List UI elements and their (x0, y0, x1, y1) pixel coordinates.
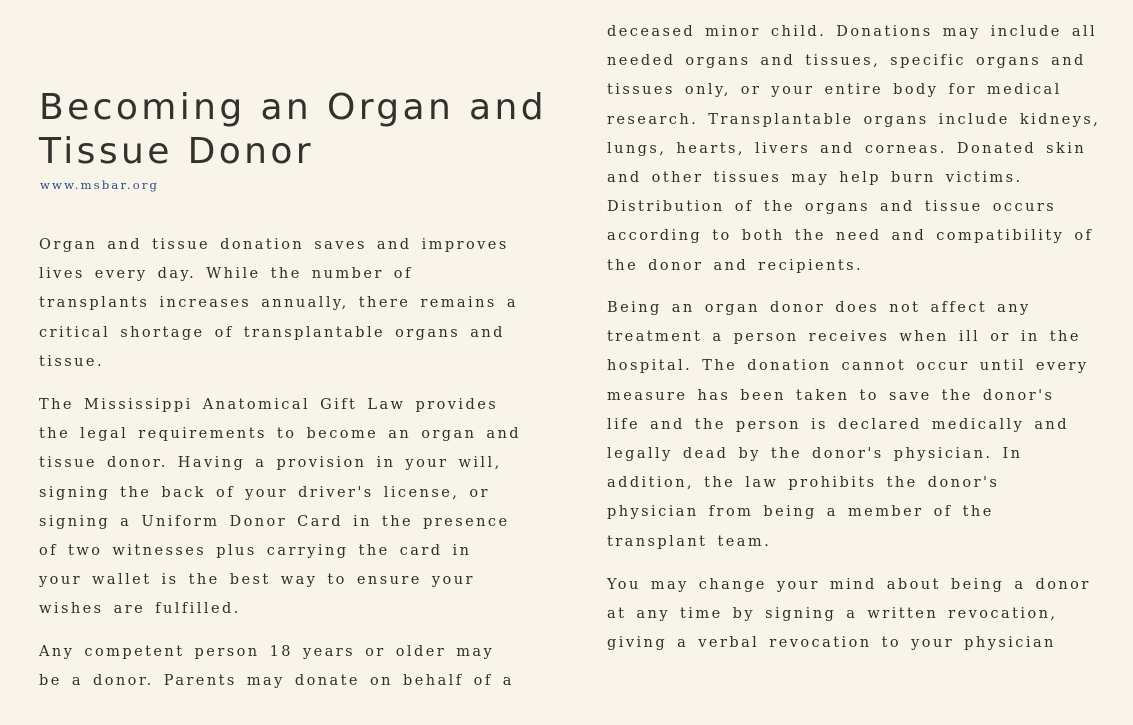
paragraph-gift-law (39, 391, 521, 625)
text-line: The Mississippi Anatomical Gift Law provides (39, 397, 499, 413)
text-line: be a donor. Parents may donate on behalf of a (39, 673, 514, 690)
website-link[interactable]: www.msbar.org (40, 178, 160, 192)
text-line: hospital. The donation cannot occur until every (607, 358, 1089, 375)
text-line: according to both the need and compatibility of (607, 228, 1094, 245)
text-line: physician from being a member of the (607, 504, 994, 521)
title-line-1: Becoming an Organ and (39, 87, 547, 128)
text-line: measure has been taken to save the donor's (607, 387, 1055, 404)
text-line: transplant team. (607, 533, 772, 550)
text-line: Distribution of the organs and tissue occurs (607, 199, 1057, 216)
text-line: the legal requirements to become an organ and (39, 426, 522, 443)
text-line: lungs, hearts, livers and corneas. Donated skin (607, 140, 1087, 157)
text-line: wishes are fulfilled. (39, 601, 241, 618)
page-title (39, 86, 547, 174)
text-line: transplants increases annually, there remains a (39, 295, 518, 312)
text-line: Organ and tissue donation saves and improves (39, 237, 509, 253)
text-line: Any competent person 18 years or older may (39, 644, 495, 660)
text-line: signing the back of your driver's license, or (39, 484, 490, 501)
text-line: needed organs and tissues, specific organs and (607, 53, 1086, 70)
paragraph-donation-intro (39, 231, 518, 377)
text-line: signing a Uniform Donor Card in the presence (39, 513, 510, 530)
text-line: of two witnesses plus carrying the card in (39, 542, 472, 559)
paragraph-eligibility (39, 638, 514, 696)
title-line-2: Tissue Donor (39, 131, 314, 172)
text-line: critical shortage of transplantable organs and (39, 324, 505, 341)
text-line: deceased minor child. Donations may include all (607, 24, 1098, 40)
text-line: your wallet is the best way to ensure your (39, 572, 475, 589)
text-line: the donor and recipients. (607, 257, 864, 274)
paragraph-donation-types (607, 18, 1100, 281)
text-line: tissue donor. Having a provision in your will, (39, 455, 502, 472)
text-line: tissue. (39, 353, 105, 370)
text-line: legally dead by the donor's physician. In (607, 445, 1023, 462)
text-line: You may change your mind about being a donor (607, 577, 1091, 593)
paragraph-revocation (607, 571, 1091, 659)
text-line: at any time by signing a written revocation, (607, 606, 1058, 623)
text-line: life and the person is declared medically and (607, 416, 1069, 433)
text-line: and other tissues may help burn victims. (607, 169, 1023, 186)
text-line: Being an organ donor does not affect any (607, 300, 1031, 316)
text-line: lives every day. While the number of (39, 266, 413, 283)
text-line: addition, the law prohibits the donor's (607, 475, 1000, 492)
paragraph-treatment (607, 294, 1089, 557)
text-line: giving a verbal revocation to your physician (607, 635, 1056, 652)
text-line: research. Transplantable organs include kidneys, (607, 111, 1101, 128)
text-line: tissues only, or your entire body for medical (607, 82, 1062, 99)
text-line: treatment a person receives when ill or in the (607, 329, 1081, 346)
